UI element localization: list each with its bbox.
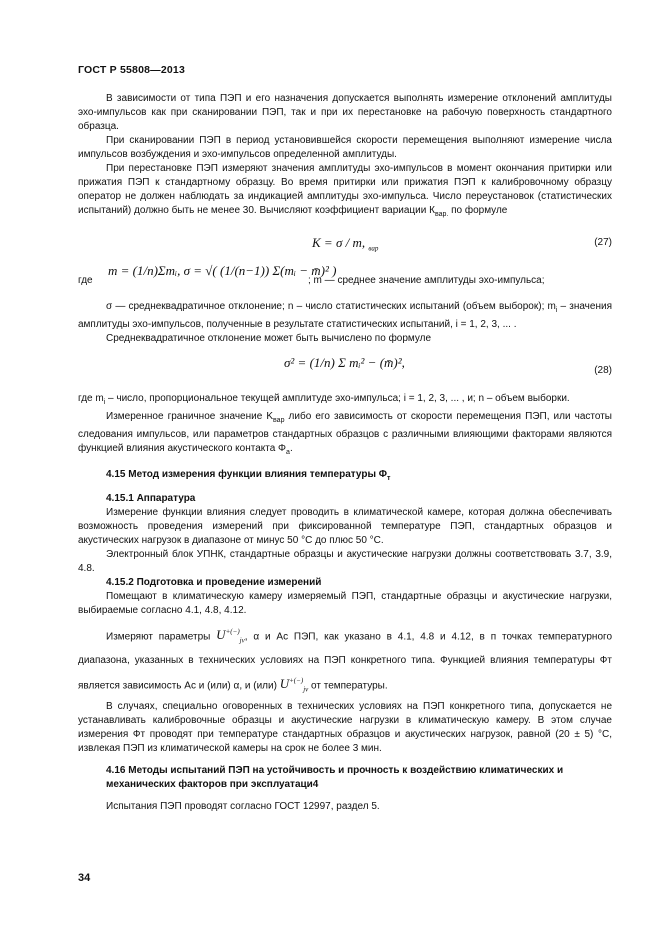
paragraph-text: Измеряют параметры — [106, 631, 217, 643]
paragraph — [78, 622, 612, 700]
paragraph: В случаях, специально оговоренных в технических условиях на ПЭП конкретного типа, допускается не устанавливать калибровочные образцы и акустические нагрузки в климатическую камеру. В этом случае измерения Фт проводят при температуре стандартных образцов и акустических нагрузок, равной (20 ± 5) °С, извлекая ПЭП из климатической камеры на срок не более 3 мин. — [78, 700, 612, 754]
u-symbol: $U^{+(-)}_{jv}$ — [279, 676, 309, 694]
paragraph: Помещают в климатическую камеру измеряемый ПЭП, стандартные образцы и акустические нагрузки, выбираемые согласно 4.1, 4.8, 4.12. — [78, 591, 612, 616]
section-heading-4-15-2: 4.15.2 Подготовка и проведение измерений — [106, 577, 322, 588]
paragraph-text: . — [289, 443, 293, 454]
paragraph-text: – число, пропорциональное текущей амплитуде эхо-импульса; i = 1, 2, 3, ... , и; n – объем выборки. — [105, 393, 570, 404]
formula-28-number: (28) — [594, 365, 612, 376]
paragraph: Испытания ПЭП проводят согласно ГОСТ 12997, раздел 5. — [106, 800, 380, 812]
formula-28-expression: σ² = (1/n) Σ mᵢ² − (m̄)², — [284, 355, 405, 370]
formula-27-number: (27) — [594, 237, 612, 248]
formula-subscript: вар — [368, 244, 379, 253]
paragraph: Электронный блок УПНК, стандартные образцы и акустические нагрузки должны соответствовать 3.7, 3.9, 4.8. — [78, 549, 612, 574]
paragraph — [78, 392, 612, 410]
section-heading-4-15-1: 4.15.1 Аппаратура — [106, 493, 196, 504]
subscript: т — [386, 475, 391, 482]
formula-27 — [78, 232, 612, 258]
paragraph — [78, 162, 612, 222]
paragraph-text: – значения амплитуды эхо-импульсов, полученные в результате статистических испытаний, i = 1, 2, 3, ... . — [78, 301, 612, 330]
u-symbol: $U^{+(-)}_{jv}$ — [216, 627, 245, 645]
subscript: вар — [273, 417, 285, 424]
paragraph: В зависимости от типа ПЭП и его назначения допускается выполнять измерение отклонений амплитуды эхо-импульсов как при сканировании ПЭП, так и при их перестановке на рабочую поверхность стандартного образца. — [78, 93, 612, 132]
formula-28 — [78, 354, 612, 388]
paragraph — [78, 300, 612, 332]
paragraph-text: σ — среднеквадратичное отклонение; n – число статистических испытаний (объем выборок); m — [106, 301, 556, 312]
document-header: ГОСТ Р 55808—2013 — [78, 64, 186, 76]
formula-27-expression — [312, 236, 378, 256]
paragraph-text: , α и Ас ПЭП, как указано в 4.1, 4.8 и 4.12, в п точках температурного диапазона, указанных в технических условиях на ПЭП конкретного типа. Функцией влияния температуры Фт является зависимость Ас и (или) α, и (или) — [78, 631, 613, 692]
where-label: где — [78, 275, 93, 286]
subscript: i — [103, 399, 106, 406]
paragraph-text: При перестановке ПЭП измеряют значения амплитуды эхо-импульсов в момент окончания притирки или прижатия ПЭП к стандартному образцу. Во время притирки или прижатия ПЭП к калибровочному образцу оператор не должен наблюдать за индикацией амплитуды эхо-импульса. Число переустановок (статистических испытаний) должно быть не менее 30. Вычисляют коэффициент вариации К — [78, 163, 612, 216]
subscript: вар. — [434, 211, 449, 218]
section-heading-4-16: 4.16 Методы испытаний ПЭП на устойчивость и прочность к воздействию климатических и механических факторов при эксплуатаци4 — [106, 764, 564, 790]
page-number: 34 — [78, 872, 91, 884]
where-explanation: ; m — среднее значение амплитуды эхо-импульса; — [308, 275, 545, 286]
paragraph-text: по формуле — [448, 205, 508, 216]
paragraph: Среднеквадратичное отклонение может быть вычислено по формуле — [106, 333, 432, 344]
paragraph: При сканировании ПЭП в период установившейся скорости перемещения выполняют измерение числа импульсов возбуждения и эхо-импульсов определенной амплитуды. — [78, 135, 612, 160]
paragraph: Измерение функции влияния следует проводить в климатической камере, которая должна обеспечивать возможность проведения измерений при фиксированной температуре ПЭП, стандартных образцов и акустических нагрузок в диапазоне от минус 50 °С до плюс 50 °С. — [78, 507, 612, 546]
paragraph-text: от температуры. — [308, 680, 388, 692]
formula-text: K = σ / m, — [312, 235, 366, 250]
subscript: i — [555, 307, 558, 314]
paragraph-text: где m — [78, 393, 104, 404]
heading-text: 4.15 Метод измерения функции влияния температуры Φ — [106, 469, 387, 480]
subscript: а — [286, 449, 290, 456]
section-heading-4-15 — [78, 468, 612, 486]
document-body — [78, 92, 612, 814]
where-formula: m = (1/n)Σmᵢ, σ = √( (1/(n−1)) Σ(mᵢ − m̄)² ) — [108, 263, 337, 278]
paragraph — [78, 410, 612, 460]
formula-where-block — [78, 264, 612, 298]
paragraph-text: Измеренное граничное значение K — [106, 411, 274, 422]
paragraph-text: либо его зависимость от скорости перемещения ПЭП, или частоты следования импульсов, или параметров стандартных образцов с различными влияющими факторами являются функцией влияния акустического контакта Φ — [78, 411, 612, 454]
